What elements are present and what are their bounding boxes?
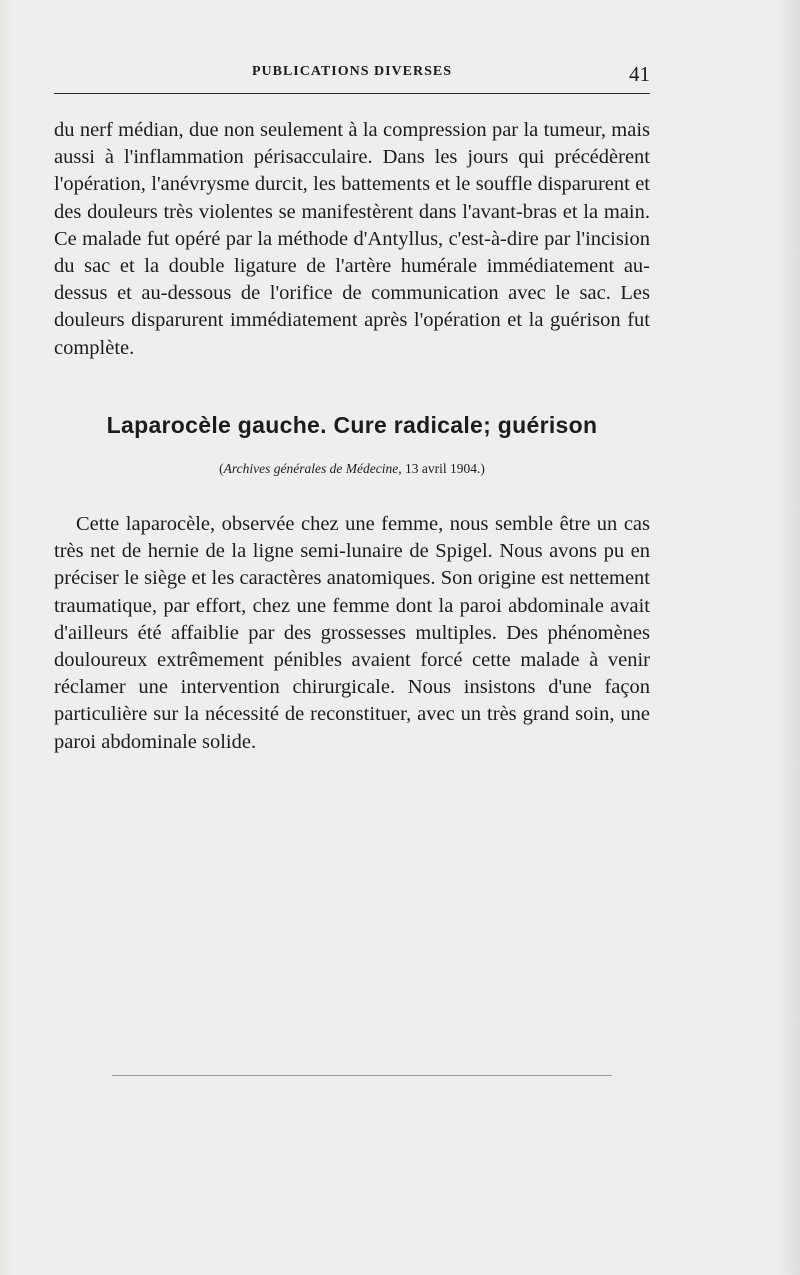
page-number: 41 <box>629 62 650 86</box>
source-journal: Archives générales de Médecine, <box>223 461 402 476</box>
paragraph-2: Cette laparocèle, observée chez une femme, nous semble être un cas très net de hernie de la ligne semi-lunaire de Spigel. Nous avons pu en préciser le siège et les caractères anatomiques. Son origine est nettement traumatique, par effort, chez une femme dont la paroi abdominale avait d'ailleurs été affaiblie par des grossesses multiples. Des phénomènes douloureux extrêmement pénibles avaient forcé cette malade à venir réclamer une intervention chirurgicale. Nous insistons d'une façon particulière sur la nécessité de reconstituer, avec un très grand soin, une paroi abdominale solide. <box>54 513 650 753</box>
section-source <box>54 461 650 477</box>
paragraph-1: du nerf médian, due non seulement à la compression par la tumeur, mais aussi à l'inflammation périsacculaire. Dans les jours qui précédèrent l'opération, l'anévrysme durcit, les battements et le souffle disparurent et des douleurs très violentes se manifestèrent dans l'avant-bras et la main. Ce malade fut opéré par la méthode d'Antyllus, c'est-à-dire par l'incision du sac et la double ligature de l'artère humérale immédiatement au-dessus et au-dessous de l'orifice de communication avec le sac. Les douleurs disparurent immédiatement après l'opération et la guérison fut complète. <box>54 119 650 359</box>
source-open: ( <box>219 461 224 476</box>
section-title: Laparocèle gauche. Cure radicale; guérison <box>106 412 598 438</box>
header-rule <box>54 93 650 94</box>
source-close: ) <box>480 461 485 476</box>
source-date: 13 avril 1904. <box>404 461 481 476</box>
page-header <box>54 62 650 88</box>
bottom-rule <box>112 1075 612 1076</box>
running-head: PUBLICATIONS DIVERSES <box>251 64 453 79</box>
